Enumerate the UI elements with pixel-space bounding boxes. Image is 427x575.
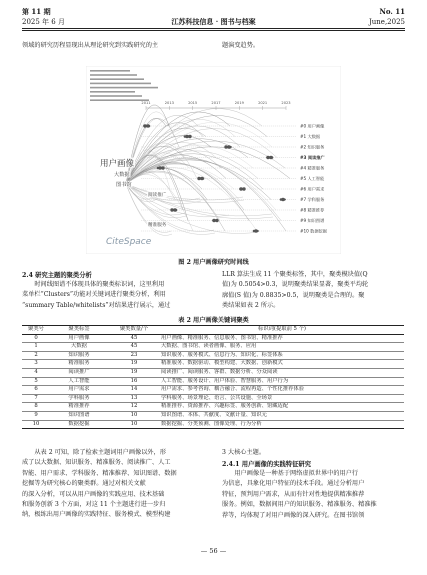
issue-number-en: No. 11 (379, 7, 405, 16)
cell-cluster-count: 19 (108, 360, 160, 369)
info-line (90, 99, 149, 101)
table-row (22, 368, 404, 377)
header-rule-bottom (22, 30, 405, 31)
cell-cluster-keywords: 精准推荐、资源推荐、兴趣标签、服务创新、馆藏适配 (160, 403, 404, 412)
node-label: 阅读推广 (148, 193, 167, 198)
cell-cluster-id: 3 (22, 360, 50, 369)
cell-cluster-id: 7 (22, 394, 50, 403)
info-line (90, 83, 151, 85)
cluster-legend-label: #2 知识服务 (300, 144, 325, 150)
cell-cluster-id: 6 (22, 386, 50, 395)
cell-cluster-count: 12 (108, 403, 160, 412)
info-line (90, 95, 142, 97)
cell-cluster-count: 23 (108, 351, 160, 360)
keyword-node (284, 199, 286, 201)
issue-number: 第 11 期 (22, 7, 51, 16)
cluster-legend-label: #3 阅读推广 (300, 154, 325, 160)
cell-cluster-label: 知识服务 (50, 351, 108, 360)
cell-cluster-label: 数据挖掘 (50, 420, 108, 429)
cell-cluster-label: 大数据 (50, 343, 108, 352)
cluster-legend-label: #0 用户画像 (300, 123, 325, 129)
cluster-legend-label: #5 人工智能 (300, 175, 325, 181)
cell-cluster-keywords: 知识服务、服务模式、信息行为、知识化、标签体系 (160, 351, 404, 360)
section-2-4-right-text: LLR 算法生成 11 个聚类标签，其中，聚类模块值(Q 值)为 0.5054>0.3，说明聚类结果显著，聚类平均轮 廓值(S 值)为 0.8835>0.5，说明聚类是合理的。聚 类结果如表 2 所示。 (222, 271, 369, 310)
year-tick-label: 2021 (258, 101, 268, 105)
table-row (22, 394, 404, 403)
info-line (90, 74, 137, 76)
timeline-figure-svg (86, 66, 341, 254)
table-row (22, 360, 404, 369)
section-heading-2-4-1: 2.4.1 用户画像的实践特征研究 (222, 461, 311, 468)
cluster-legend-label: #4 精准服务 (300, 165, 325, 171)
cell-cluster-keywords: 知识图谱、本体、共献度、文献计量、知识元 (160, 411, 404, 420)
cell-cluster-count: 16 (108, 377, 160, 386)
table-row (22, 334, 404, 343)
table-row (22, 351, 404, 360)
cell-cluster-count: 19 (108, 368, 160, 377)
cell-cluster-label: 用户画像 (50, 334, 108, 343)
issue-date-cn: 2025 年 6 月 (22, 18, 65, 26)
cell-cluster-id: 8 (22, 403, 50, 412)
cell-cluster-label: 精准服务 (50, 360, 108, 369)
cell-cluster-count: 10 (108, 420, 160, 429)
header-cluster-count: 聚类数量/个 (108, 326, 160, 335)
keyword-node (242, 187, 245, 190)
cluster-legend-label: #8 精准推荐 (300, 207, 325, 213)
header-cluster-label: 聚类标签 (50, 326, 108, 335)
year-tick-label: 2015 (188, 101, 198, 105)
keyword-node (188, 135, 191, 138)
citespace-logo (106, 237, 152, 247)
year-tick-label: 2019 (234, 101, 244, 105)
table-row (22, 386, 404, 395)
cell-cluster-keywords: 数据挖掘、分类预测、图像处理、行为分析 (160, 420, 404, 429)
cell-cluster-id: 4 (22, 368, 50, 377)
cell-cluster-keywords: 人工智能、服务设计、用户体验、智慧服务、用户行为 (160, 377, 404, 386)
cell-cluster-label: 学科服务 (50, 394, 108, 403)
keyword-node (148, 125, 151, 128)
cell-cluster-label: 阅读推广 (50, 368, 108, 377)
cluster-legend-label: #6 用户需求 (300, 186, 325, 192)
bottom-right-intro: 3 大核心主题。 (222, 449, 266, 456)
header-cluster-id: 聚类号 (22, 326, 50, 335)
section-2-4-left-text: 时间线图谱不体现具体的聚类标识词，这里利用 菜单栏“Clusters”功能对关键词进行聚类分析，利用 “summary Table/whitelists”对结果进行展示，通过 (22, 281, 171, 309)
cell-cluster-label: 人工智能 (50, 377, 108, 386)
cell-cluster-label: 精准推荐 (50, 403, 108, 412)
table-row (22, 420, 404, 429)
info-line (90, 87, 158, 89)
info-line (90, 78, 144, 80)
node-label: 精准服务 (148, 223, 167, 228)
bottom-left-text: 从表 2 可知，除了检索主题词用户画像以外，形 成了以大数据、知识服务、精准服务、阅读推广、人工 智能、用户需求、学科服务、精准推荐、知识图谱、数据 挖掘等为研究核心的聚类群。通过对相关文献 的深入分析，可以从用户画像的实践应用、技术基础 和服务创新 3 个方面，对这 11 个主题进行进一步归 纳，极练出用户画像的实践特征、服务模式、模型构建 (22, 449, 177, 519)
cell-cluster-keywords: 精准服务、数据驱动、模型构建、大数据、创新模式 (160, 360, 404, 369)
cluster-legend-label: #10 数据挖掘 (300, 228, 327, 234)
info-line (90, 70, 130, 72)
table-row (22, 343, 404, 352)
table-row (22, 403, 404, 412)
header-cluster-keywords: 标识词(提取前 5 个) (160, 326, 404, 335)
year-tick-label: 2013 (164, 101, 174, 105)
cell-cluster-id: 2 (22, 351, 50, 360)
cell-cluster-id: 1 (22, 343, 50, 352)
figure-caption: 图 2 用户画像研究时间线 (178, 259, 249, 266)
cell-cluster-id: 9 (22, 411, 50, 420)
section-heading-2-4: 2.4 研究主题的聚类分析 (22, 272, 92, 279)
table-caption: 表 2 用户画像关键词聚类 (178, 317, 249, 324)
cell-cluster-keywords: 大数据、图书馆、读者画像、服务、应用 (160, 343, 404, 352)
citespace-logo-text: CiteSpace (106, 237, 152, 247)
keyword-node (257, 230, 259, 232)
keyword-node (230, 146, 232, 148)
intro-right-text: 题演变趋势。 (222, 42, 260, 49)
keyword-node (202, 177, 205, 180)
cell-cluster-id: 0 (22, 334, 50, 343)
node-label: 用户画像 (100, 159, 135, 169)
cell-cluster-id: 5 (22, 377, 50, 386)
keyword-node (175, 209, 178, 212)
page-number: — 56 — (200, 547, 227, 555)
header-rule-top (22, 28, 405, 29)
cell-cluster-count: 45 (108, 334, 160, 343)
cell-cluster-keywords: 用户画像、精准服务、信息服务、图书馆、精准推荐 (160, 334, 404, 343)
cell-cluster-keywords: 用户需求、参考咨询、耦合融合、流程再造、个性化推荐体验 (160, 386, 404, 395)
intro-left-text: 领域的研究历程显现出从理论研究到实践研究的主 (22, 42, 159, 49)
table-row (22, 411, 404, 420)
info-line (90, 91, 135, 93)
keyword-node (161, 166, 164, 169)
year-tick-label: 2011 (141, 101, 151, 105)
cell-cluster-keywords: 阅读推广、阅读服务、客群、数据分析、分众阅读 (160, 368, 404, 377)
cell-cluster-count: 45 (108, 343, 160, 352)
journal-title: 江苏科技信息 · 图书与档案 (171, 17, 256, 26)
cell-cluster-count: 14 (108, 386, 160, 395)
keyword-cluster-table-wrap (22, 325, 404, 429)
keyword-node (215, 219, 218, 222)
table-header-row (22, 326, 404, 335)
cell-cluster-label: 用户需求 (50, 386, 108, 395)
cluster-legend-label: #9 知识图谱 (300, 217, 325, 223)
cluster-legend-label: #1 大数据 (300, 133, 321, 139)
cell-cluster-keywords: 学科服务、场景理论、语言、公共设施、全场景 (160, 394, 404, 403)
cell-cluster-count: 10 (108, 411, 160, 420)
keyword-node (271, 156, 274, 159)
timeline-figure (86, 66, 341, 254)
cell-cluster-count: 13 (108, 394, 160, 403)
node-label: 图书馆 (116, 182, 132, 188)
cell-cluster-id: 10 (22, 420, 50, 429)
year-tick-label: 2023 (281, 101, 291, 105)
keyword-cluster-table (22, 325, 404, 429)
cell-cluster-label: 知识图谱 (50, 411, 108, 420)
cluster-legend-label: #7 学科服务 (300, 196, 325, 202)
table-row (22, 377, 404, 386)
issue-date-en: June,2025 (368, 18, 405, 26)
bottom-right-text: 用户画像是一种基于网络虚拟世界中的用户行 为信息，具象化用户特征的技术手段。通过分析用户 特征，预判用户需求，从而有针对性地提供精准推荐 服务。例如，数据间用户的知识服务、精准服务、精准推 荐等，均体现了对用户画像的深入研究。在图书馆领 (222, 470, 377, 519)
node-label: 大数据 (114, 172, 130, 178)
year-tick-label: 2017 (211, 101, 221, 105)
